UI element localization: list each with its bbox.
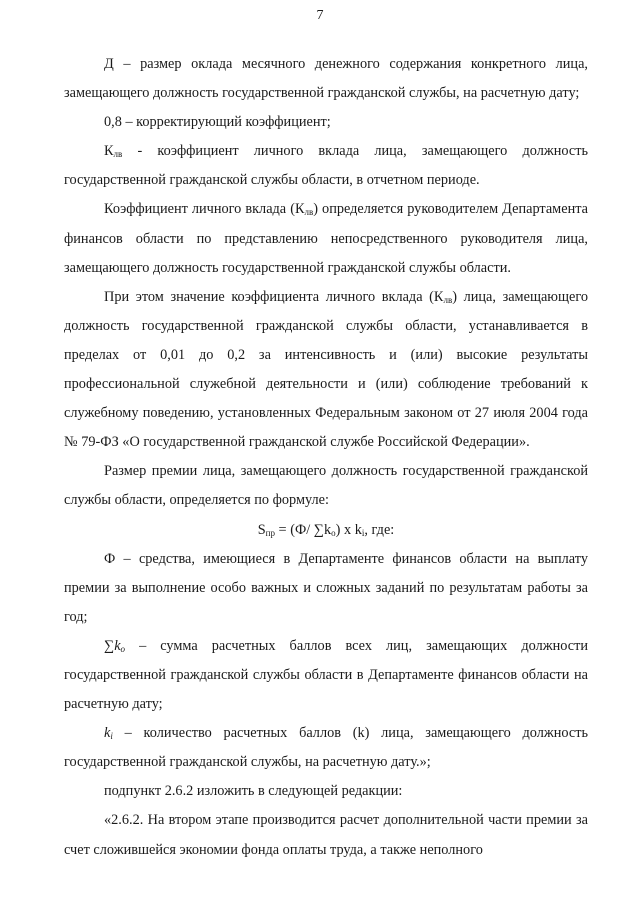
subscript: o	[120, 643, 126, 654]
paragraph-correction-coefficient: 0,8 – корректирующий коэффициент;	[104, 114, 331, 131]
paragraph-ki-definition	[64, 719, 588, 777]
formula-subscript: i	[361, 527, 365, 538]
paragraph-klv-range	[64, 283, 588, 458]
formula-part: , где:	[364, 521, 395, 538]
formula-part: ) х k	[335, 521, 362, 538]
subscript: i	[110, 731, 113, 742]
text-fragment: При этом значение коэффициента личного вклада (К	[104, 288, 444, 305]
text-fragment: ) определяется руководителем Департамента финансов области по представлению непосредственного руководителя лица, замещающего должность государственной гражданской службы области.	[64, 201, 588, 276]
document-body	[64, 50, 588, 865]
text-fragment: Коэффициент личного вклада (К	[104, 201, 305, 218]
subscript: лв	[304, 207, 314, 218]
bonus-formula	[64, 516, 588, 545]
paragraph-subclause-instruction: подпункт 2.6.2 изложить в следующей редакции:	[104, 783, 403, 800]
paragraph-funds-definition: Ф – средства, имеющиеся в Департаменте финансов области на выплату премии за выполнение особо важных и сложных заданий по результатам работы за год;	[64, 550, 588, 625]
formula-part: = (Ф/ ∑k	[274, 521, 332, 538]
text-fragment: – сумма расчетных баллов всех лиц, замещающих должности государственной гражданской службы области в Департаменте финансов области на расчетную дату;	[64, 637, 588, 713]
paragraph-sum-ko-definition	[64, 632, 588, 719]
ki-symbol	[104, 725, 113, 741]
paragraph-salary-definition: Д – размер оклада месячного денежного содержания конкретного лица, замещающего должность государственной гражданской службы, на расчетную дату;	[64, 56, 588, 102]
klv-symbol: К	[104, 143, 114, 160]
sum-ko-symbol	[104, 638, 125, 654]
text-fragment: – количество расчетных баллов (k) лица, замещающего должность государственной гражданской службы, на расчетную дату.»;	[64, 725, 588, 771]
paragraph-klv-determination	[64, 195, 588, 282]
paragraph-bonus-formula-intro: Размер премии лица, замещающего должность государственной гражданской службы области, определяется по формуле:	[64, 463, 588, 509]
formula-subscript: пр	[265, 527, 275, 538]
paragraph-klv-definition	[64, 137, 588, 195]
symbol: ∑k	[104, 637, 121, 654]
subscript: лв	[443, 294, 453, 305]
klv-subscript: лв	[113, 149, 123, 160]
formula-subscript: о	[331, 527, 336, 538]
klv-text: - коэффициент личного вклада лица, замещающего должность государственной гражданской службы области, в отчетном периоде.	[64, 143, 588, 189]
paragraph-clause-2-6-2: «2.6.2. На втором этапе производится расчет дополнительной части премии за счет сложившейся экономии фонда оплаты труда, а также неполного	[64, 812, 588, 858]
formula-part: S	[257, 521, 266, 538]
text-fragment: ) лица, замещающего должность государственной гражданской службы области, устанавливается в пределах от 0,01 до 0,2 за интенсивность и (или) высокие результаты профессиональной служебной деятельности и (или) соблюдение требований к служебному поведению, установленных Федеральным законом от 27 июля 2004 года № 79-ФЗ «О государственной гражданской службе Российской Федерации».	[64, 288, 588, 451]
symbol: k	[104, 725, 111, 742]
page-number: 7	[316, 8, 324, 23]
